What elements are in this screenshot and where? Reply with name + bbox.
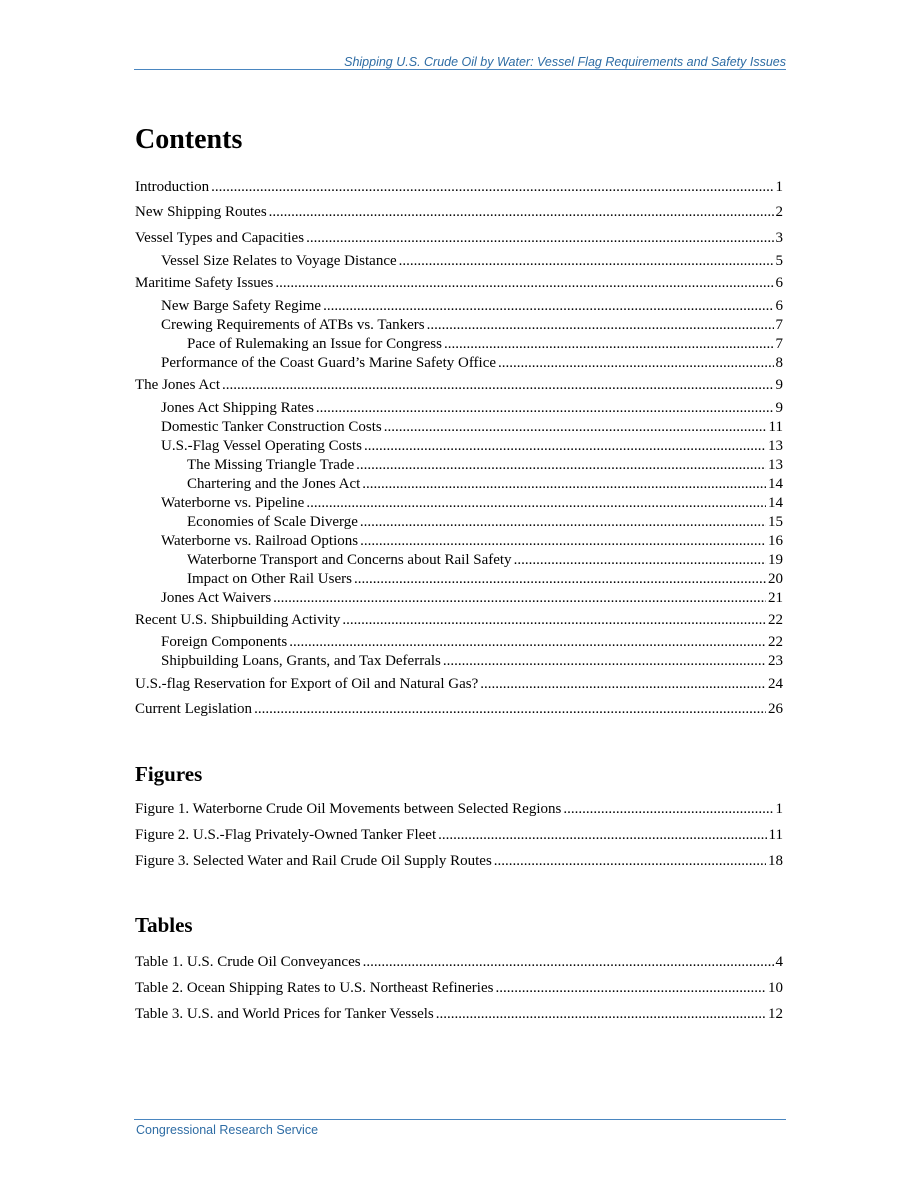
toc-page-number: 13 <box>768 457 783 473</box>
toc-entry[interactable] <box>135 203 783 221</box>
toc-label: Waterborne vs. Railroad Options <box>161 533 359 549</box>
toc-entry[interactable] <box>161 252 783 270</box>
dot-leader <box>211 178 773 196</box>
dot-leader <box>444 335 774 353</box>
figure-entry[interactable] <box>135 826 783 844</box>
toc-label: Impact on Other Rail Users <box>187 571 352 587</box>
toc-label: Table 1. U.S. Crude Oil Conveyances <box>135 954 361 970</box>
toc-entry[interactable] <box>161 354 783 372</box>
toc-label: U.S.-flag Reservation for Export of Oil and Natural Gas? <box>135 676 479 692</box>
toc-page-number: 8 <box>775 355 783 371</box>
toc-page-number: 10 <box>768 980 783 996</box>
tables-heading: Tables <box>135 913 193 937</box>
dot-leader <box>498 354 773 372</box>
toc-page-number: 20 <box>768 571 783 587</box>
toc-entry[interactable] <box>161 418 783 436</box>
toc-entry[interactable] <box>187 513 783 531</box>
toc-page-number: 13 <box>768 438 783 454</box>
toc-entry[interactable] <box>135 611 783 629</box>
toc-label: Introduction <box>135 179 210 195</box>
toc-label: Maritime Safety Issues <box>135 275 274 291</box>
toc-label: Waterborne vs. Pipeline <box>161 495 305 511</box>
toc-page-number: 22 <box>768 612 783 628</box>
running-header: Shipping U.S. Crude Oil by Water: Vessel Flag Requirements and Safety Issues <box>344 55 786 69</box>
toc-entry[interactable] <box>161 316 783 334</box>
toc-page-number: 4 <box>775 954 783 970</box>
dot-leader <box>360 532 766 550</box>
dot-leader <box>362 475 766 493</box>
toc-entry[interactable] <box>161 437 783 455</box>
toc-label: Economies of Scale Diverge <box>187 514 358 530</box>
dot-leader <box>342 611 766 629</box>
toc-label: Jones Act Shipping Rates <box>161 400 314 416</box>
dot-leader <box>360 513 766 531</box>
footer-rule <box>134 1119 786 1120</box>
toc-page-number: 14 <box>768 476 783 492</box>
dot-leader <box>316 399 774 417</box>
toc-entry[interactable] <box>187 335 783 353</box>
dot-leader <box>222 376 774 394</box>
dot-leader <box>436 1005 766 1023</box>
toc-page-number: 6 <box>775 275 783 291</box>
toc-page-number: 1 <box>775 801 783 817</box>
toc-label: New Shipping Routes <box>135 204 267 220</box>
toc-page-number: 9 <box>775 400 783 416</box>
toc-label: Table 3. U.S. and World Prices for Tanker Vessels <box>135 1006 434 1022</box>
toc-label: New Barge Safety Regime <box>161 298 322 314</box>
toc-page-number: 1 <box>775 179 783 195</box>
dot-leader <box>254 700 766 718</box>
toc-label: Current Legislation <box>135 701 253 717</box>
toc-page-number: 11 <box>768 419 783 435</box>
toc-label: Recent U.S. Shipbuilding Activity <box>135 612 341 628</box>
dot-leader <box>399 252 774 270</box>
dot-leader <box>306 494 766 512</box>
toc-entry[interactable] <box>135 675 783 693</box>
toc-label: Foreign Components <box>161 634 288 650</box>
dot-leader <box>269 203 774 221</box>
dot-leader <box>323 297 773 315</box>
dot-leader <box>494 852 766 870</box>
dot-leader <box>438 826 766 844</box>
toc-page-number: 21 <box>768 590 783 606</box>
figure-entry[interactable] <box>135 852 783 870</box>
contents-heading: Contents <box>135 124 243 155</box>
dot-leader <box>363 953 774 971</box>
toc-label: Vessel Types and Capacities <box>135 230 305 246</box>
toc-page-number: 15 <box>768 514 783 530</box>
table-entry[interactable] <box>135 953 783 971</box>
toc-label: Pace of Rulemaking an Issue for Congress <box>187 336 442 352</box>
dot-leader <box>514 551 766 569</box>
toc-page-number: 6 <box>775 298 783 314</box>
dot-leader <box>495 979 766 997</box>
toc-page-number: 23 <box>768 653 783 669</box>
dot-leader <box>427 316 774 334</box>
table-entry[interactable] <box>135 1005 783 1023</box>
toc-entry[interactable] <box>187 456 783 474</box>
toc-entry[interactable] <box>161 494 783 512</box>
toc-label: Jones Act Waivers <box>161 590 272 606</box>
toc-entry[interactable] <box>135 700 783 718</box>
dot-leader <box>273 589 766 607</box>
toc-entry[interactable] <box>161 399 783 417</box>
toc-label: Table 2. Ocean Shipping Rates to U.S. Northeast Refineries <box>135 980 494 996</box>
dot-leader <box>563 800 773 818</box>
toc-label: Domestic Tanker Construction Costs <box>161 419 382 435</box>
dot-leader <box>356 456 766 474</box>
toc-page-number: 7 <box>775 317 783 333</box>
toc-label: U.S.-Flag Vessel Operating Costs <box>161 438 362 454</box>
toc-label: Crewing Requirements of ATBs vs. Tankers <box>161 317 425 333</box>
toc-label: Waterborne Transport and Concerns about Rail Safety <box>187 552 512 568</box>
toc-label: Shipbuilding Loans, Grants, and Tax Deferrals <box>161 653 441 669</box>
header-rule <box>134 69 786 70</box>
toc-entry[interactable] <box>135 229 783 247</box>
toc-entry[interactable] <box>135 376 783 394</box>
dot-leader <box>384 418 767 436</box>
toc-page-number: 9 <box>775 377 783 393</box>
dot-leader <box>306 229 773 247</box>
toc-label: Performance of the Coast Guard’s Marine Safety Office <box>161 355 497 371</box>
toc-label: The Missing Triangle Trade <box>187 457 355 473</box>
figure-entry[interactable] <box>135 800 783 818</box>
toc-entry[interactable] <box>135 178 783 196</box>
dot-leader <box>364 437 766 455</box>
toc-page-number: 19 <box>768 552 783 568</box>
dot-leader <box>275 274 773 292</box>
toc-entry[interactable] <box>135 274 783 292</box>
toc-page-number: 11 <box>768 827 783 843</box>
toc-entry[interactable] <box>187 475 783 493</box>
toc-page-number: 5 <box>775 253 783 269</box>
toc-page-number: 14 <box>768 495 783 511</box>
toc-page-number: 26 <box>768 701 783 717</box>
toc-entry[interactable] <box>161 589 783 607</box>
dot-leader <box>354 570 766 588</box>
toc-entry[interactable] <box>161 532 783 550</box>
toc-page-number: 2 <box>775 204 783 220</box>
footer-org: Congressional Research Service <box>136 1123 319 1137</box>
toc-entry[interactable] <box>187 551 783 569</box>
toc-page-number: 16 <box>768 533 783 549</box>
toc-page-number: 18 <box>768 853 783 869</box>
toc-page-number: 12 <box>768 1006 783 1022</box>
toc-page-number: 3 <box>775 230 783 246</box>
toc-entry[interactable] <box>161 297 783 315</box>
figures-heading: Figures <box>135 762 203 786</box>
toc-label: Figure 3. Selected Water and Rail Crude Oil Supply Routes <box>135 853 492 869</box>
dot-leader <box>480 675 766 693</box>
toc-label: Figure 1. Waterborne Crude Oil Movements between Selected Regions <box>135 801 562 817</box>
toc-entry[interactable] <box>187 570 783 588</box>
toc-page-number: 7 <box>775 336 783 352</box>
toc-page-number: 24 <box>768 676 783 692</box>
dot-leader <box>443 652 766 670</box>
toc-label: Vessel Size Relates to Voyage Distance <box>161 253 397 269</box>
toc-page-number: 22 <box>768 634 783 650</box>
toc-label: Figure 2. U.S.-Flag Privately-Owned Tanker Fleet <box>135 827 437 843</box>
toc-entry[interactable] <box>161 652 783 670</box>
toc-label: Chartering and the Jones Act <box>187 476 361 492</box>
dot-leader <box>289 633 766 651</box>
toc-label: The Jones Act <box>135 377 220 393</box>
table-entry[interactable] <box>135 979 783 997</box>
toc-entry[interactable] <box>161 633 783 651</box>
